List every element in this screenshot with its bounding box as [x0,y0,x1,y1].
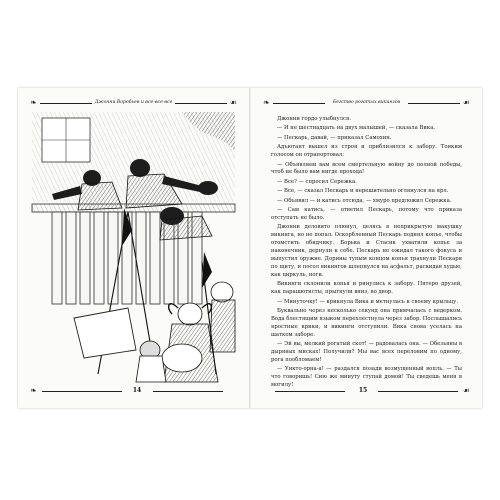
paragraph: Джонни деловито плюнул, целясь в неприкрытую макушку викинга, но не попал. Оскорбленный Пескарь поднял копье, чтобы отомстить обидчику. Борька и Стасик ухватили копье за наконечник, дернули к себе. Пескарь не ожидал такого фокуса и выпустил оружие. Дорины тупым концом копья трахнули Пескаря по щиту, и посол викингов шлепнулся на асфальт, раскидав худые, как циркуль, ноги. [271,224,462,278]
paragraph: — Все, — сказал Пескарь и нерешительно оглянулся на ярл. [277,188,449,195]
header-rule [408,103,460,104]
paragraph: — Пескарь, давай, — приказал Самохин. [277,134,392,141]
paragraph: — Уикто-орна-а! — раздался позади возмущенный вопль. — Ты что говоришь! Сию же минуту ступай домой! Ты сведешь меня в могилу! [271,366,462,389]
footer-rule [153,391,223,392]
header-rule [40,103,92,104]
footer-rule [42,391,122,392]
right-running-head-title: Бегство рогатых викингов [332,100,401,105]
paragraph: — Сам катись, — ответил Пескарь, потому что приказа отступать не было. [271,207,462,221]
flourish-ornament-icon: ❧ [263,98,270,107]
paragraph: Викинги склонили копья и ринулись к забору. Пятеро друзей, как парашютисты, прыгнули вниз, во двор. [271,281,462,296]
ink-illustration-children-with-spears-and-shields-icon [32,112,235,382]
paragraph: — Объявил — и катись отсюда, — хмуро предложил Сережка. [277,197,452,204]
body-text [271,116,462,389]
page-number: 15 [358,387,368,394]
flourish-ornament-icon: ☙ [462,386,470,395]
left-running-head [30,98,237,108]
left-folio [30,386,237,396]
flourish-ornament-icon: ❧ [30,386,37,395]
header-rule [273,103,325,104]
header-rule [175,103,227,104]
footer-rule [275,391,345,392]
paragraph: — И не шестнадцать на двух малышей, — сказала Вика. [277,125,436,132]
paragraph: Адъютант вышел из строя и приблизился к забору. Тонким голосом он отрапортовал: [271,144,462,159]
left-running-head-title: Джонни Воробьев и все-все-все [94,100,173,105]
paragraph: Джонни гордо улыбнулся. [277,116,352,122]
paragraph: Буквально через несколько секунд она примчалась с ведерком. Вода блестящим языком перехлестнула через забор. Послышались яростные крики, и викинги отступили. Вика снова уселась на шатком заборе. [271,307,462,338]
right-page [251,88,482,408]
paragraph: — Все? — спросил Сережка. [277,178,357,185]
right-folio [263,386,470,396]
paragraph: — Эй вы, мелкий рогатый скот! — радовалась она. — Обезьяны в дырявых мисках! Получили? Мы вас всех переловим по одному, рога пообломаем! [271,341,462,363]
flourish-ornament-icon: ☙ [229,98,237,107]
flourish-ornament-icon: ❧ [30,98,37,107]
footer-rule [378,391,458,392]
page-number: 14 [132,387,142,394]
flourish-ornament-icon: ☙ [462,98,470,107]
book-spread [18,88,482,408]
left-page [18,88,249,408]
paragraph: — Объявляем вам всем смертельную войну до полной победы, чтоб не было вам нигде прохода! [271,161,462,176]
paragraph: — Минуточку! — крикнула Вика и метнулась к своему крыльцу. [277,298,459,305]
right-running-head [263,98,470,108]
